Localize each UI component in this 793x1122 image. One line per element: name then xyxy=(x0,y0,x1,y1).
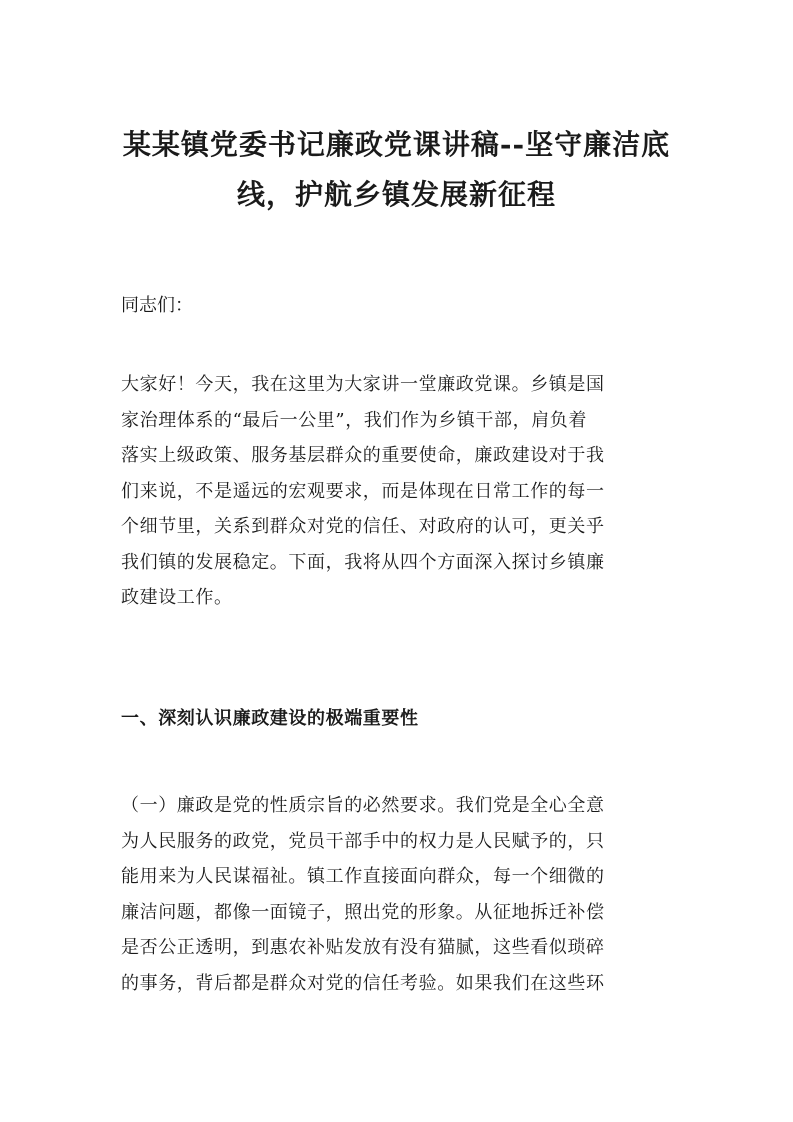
document-title xyxy=(115,120,678,220)
section-line: 廉洁问题，都像一面镜子，照出党的形象。从征地拆迁补偿 xyxy=(121,901,605,923)
intro-line: 家治理体系的“最后一公里”，我们作为乡镇干部，肩负着 xyxy=(121,409,588,431)
title-line-1: 某某镇党委书记廉政党课讲稿--坚守廉洁底 xyxy=(122,128,671,161)
section-line: 能用来为人民谋福祉。镇工作直接面向群众，每一个细微的 xyxy=(121,866,605,887)
section-line: 为人民服务的政党，党员干部手中的权力是人民赋予的，只 xyxy=(121,830,605,852)
salutation: 同志们： xyxy=(121,295,193,316)
intro-line: 们来说，不是遥远的宏观要求，而是体现在日常工作的每一 xyxy=(121,480,605,502)
intro-paragraph xyxy=(121,367,679,616)
section-line: 是否公正透明，到惠农补贴发放有没有猫腻，这些看似琐碎 xyxy=(121,937,605,958)
section-paragraph xyxy=(121,788,679,1001)
intro-line: 政建设工作。 xyxy=(121,587,233,608)
section-heading: 一、深刻认识廉政建设的极端重要性 xyxy=(121,708,419,729)
intro-line: 我们镇的发展稳定。下面，我将从四个方面深入探讨乡镇廉 xyxy=(121,551,605,573)
intro-line: 个细节里，关系到群众对党的信任、对政府的认可，更关乎 xyxy=(121,516,605,537)
title-line-2: 线，护航乡镇发展新征程 xyxy=(236,178,556,211)
intro-line: 落实上级政策、服务基层群众的重要使命，廉政建设对于我 xyxy=(121,445,605,466)
section-line: 的事务，背后都是群众对党的信任考验。如果我们在这些环 xyxy=(121,972,605,994)
section-line: （一）廉政是党的性质宗旨的必然要求。我们党是全心全意 xyxy=(121,795,605,816)
intro-line: 大家好！今天，我在这里为大家讲一堂廉政党课。乡镇是国 xyxy=(121,374,605,395)
